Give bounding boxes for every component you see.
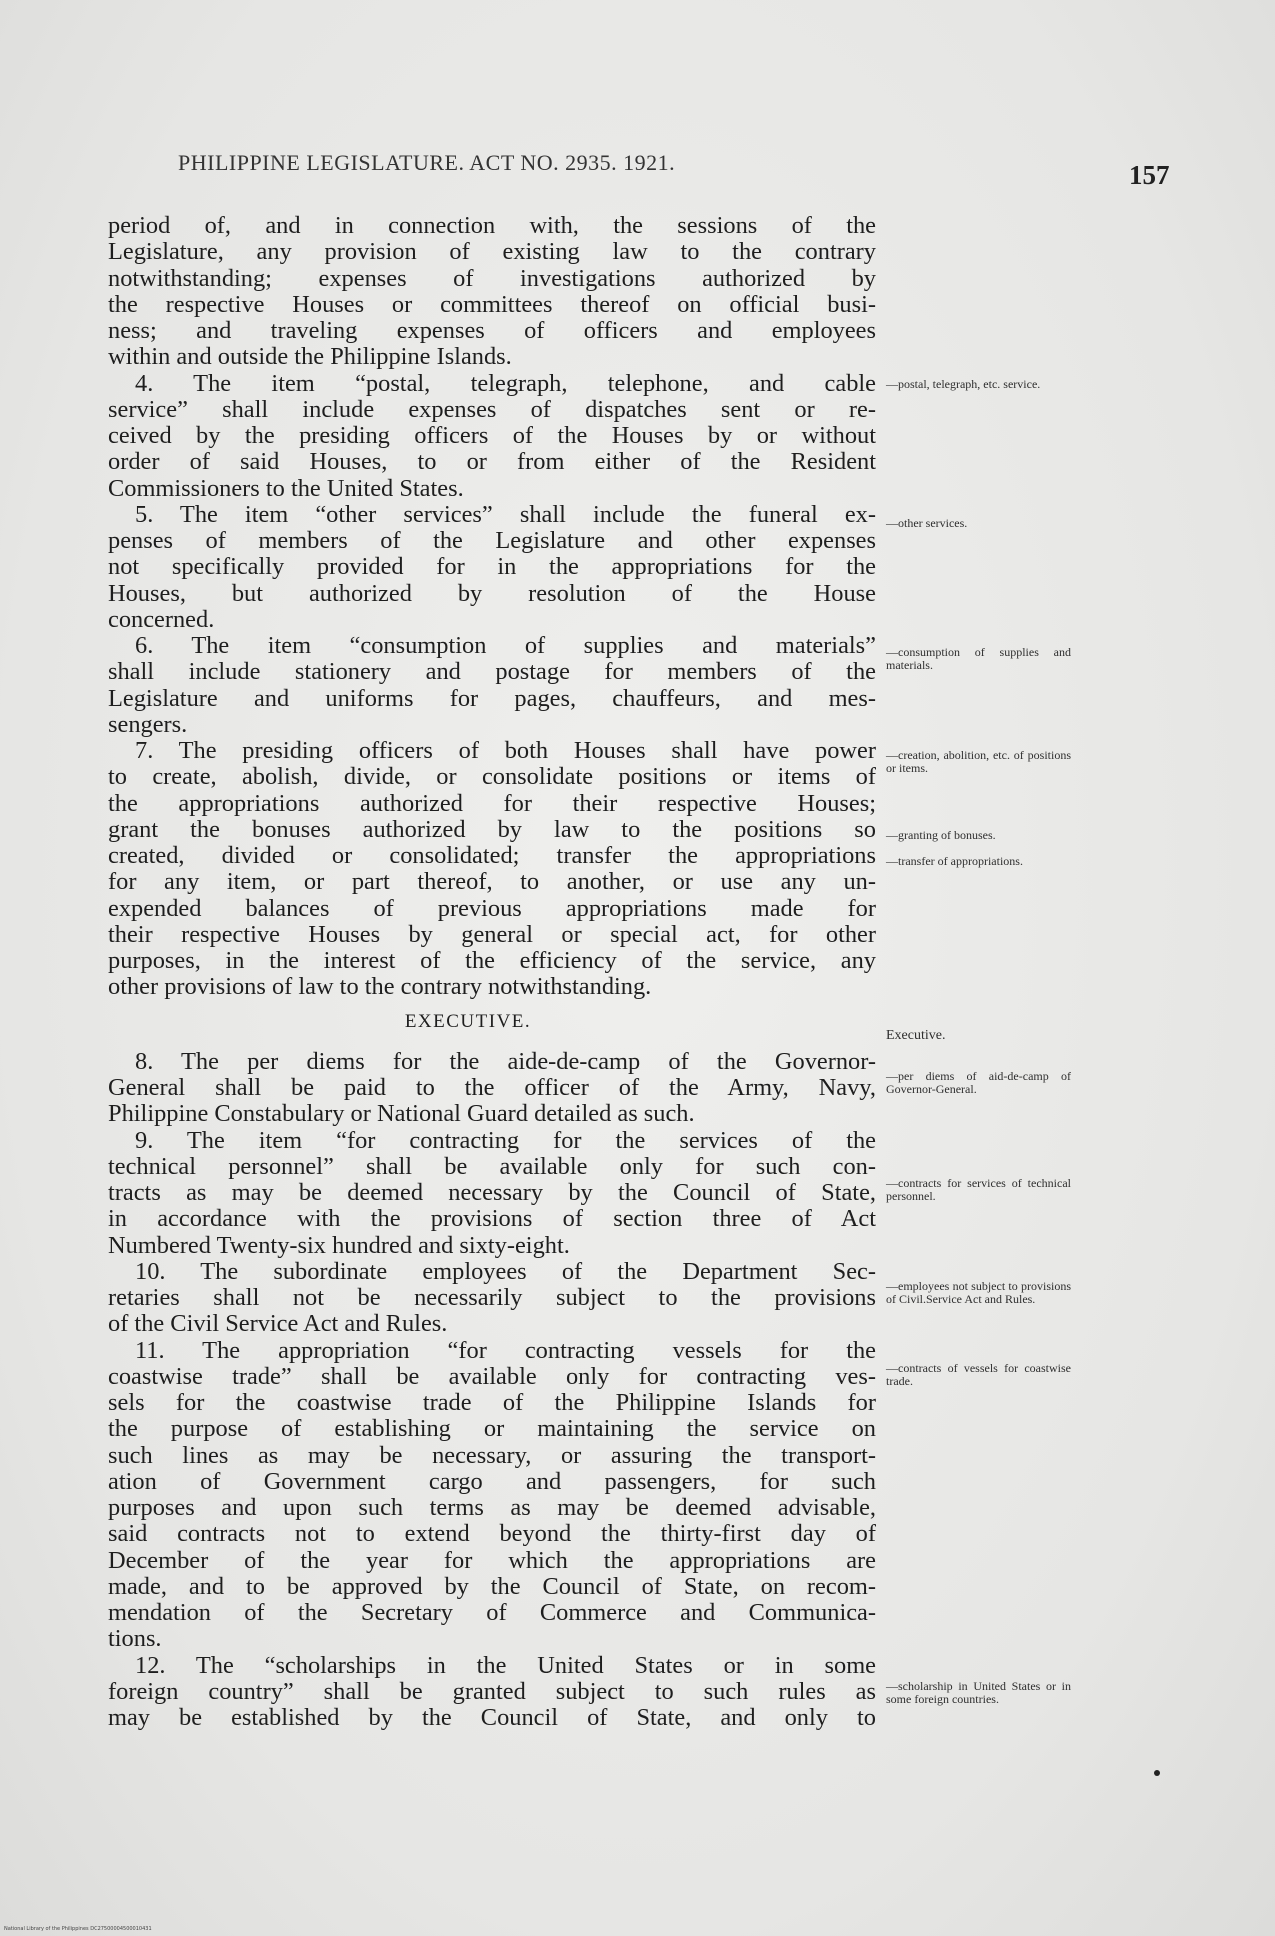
text-line: December of the year for which the appropriations are xyxy=(108,1547,876,1574)
text-line: retaries shall not be necessarily subject to the provisions xyxy=(108,1285,876,1311)
text-line: Commissioners to the United States. xyxy=(108,475,464,502)
text-line: 12. The “scholarships in the United States or in some xyxy=(135,1652,876,1679)
text-line: General shall be paid to the officer of the Army, Navy, xyxy=(108,1075,876,1101)
text-line: 10. The subordinate employees of the Department Sec- xyxy=(135,1258,876,1285)
text-line: notwithstanding; expenses of investigations authorized by xyxy=(108,265,876,292)
text-line: ceived by the presiding officers of the Houses by or without xyxy=(108,423,876,449)
margin-note-creation: —creation, abolition, etc. of positions or items. xyxy=(886,748,1071,775)
text-line: order of said Houses, to or from either of the Resident xyxy=(108,449,876,476)
text-line: the purpose of establishing or maintaining the service on xyxy=(108,1416,876,1443)
text-line: their respective Houses by general or special act, for other xyxy=(108,921,876,948)
text-line: Legislature, any provision of existing law to the contrary xyxy=(108,239,876,266)
text-line: such lines as may be necessary, or assuring the transport- xyxy=(108,1442,876,1469)
margin-note-per-diems: —per diems of aid-de-camp of Governor-General. xyxy=(886,1069,1071,1096)
margin-note-other-services: —other services. xyxy=(886,516,968,530)
text-line: 8. The per diems for the aide-de-camp of the Governor- xyxy=(135,1048,876,1075)
text-line: Numbered Twenty-six hundred and sixty-eight. xyxy=(108,1232,570,1259)
text-line: 4. The item “postal, telegraph, telephone, and cable xyxy=(135,370,876,397)
text-line: Houses, but authorized by resolution of the House xyxy=(108,580,876,607)
text-line: mendation of the Secretary of Commerce and Communica- xyxy=(108,1600,876,1626)
body-text-column xyxy=(108,213,876,1731)
margin-note-vessels: —contracts of vessels for coastwise trade. xyxy=(886,1361,1071,1388)
text-line: concerned. xyxy=(108,606,215,633)
ink-speck xyxy=(1154,1770,1160,1776)
text-line: to create, abolish, divide, or consolidate positions or items of xyxy=(108,764,876,791)
text-line: purposes and upon such terms as may be deemed advisable, xyxy=(108,1495,876,1521)
text-line: 5. The item “other services” shall include the funeral ex- xyxy=(135,501,876,528)
text-line: foreign country” shall be granted subject to such rules as xyxy=(108,1678,876,1705)
section-heading-executive: EXECUTIVE. xyxy=(404,1010,532,1032)
text-line: not specifically provided for in the appropriations for the xyxy=(108,554,876,581)
text-line: the appropriations authorized for their respective Houses; xyxy=(108,790,876,817)
text-line: other provisions of law to the contrary notwithstanding. xyxy=(108,974,652,1001)
margin-note-postal: —postal, telegraph, etc. service. xyxy=(886,377,1041,391)
text-line: 9. The item “for contracting for the services of the xyxy=(135,1127,876,1154)
text-line: ness; and traveling expenses of officers and employees xyxy=(108,318,876,344)
text-line: expended balances of previous appropriations made for xyxy=(108,895,876,922)
text-line: Legislature and uniforms for pages, chauffeurs, and mes- xyxy=(108,685,876,712)
text-line: tions. xyxy=(108,1626,162,1653)
text-line: said contracts not to extend beyond the thirty-first day of xyxy=(108,1521,876,1548)
text-line: grant the bonuses authorized by law to the positions so xyxy=(108,816,876,843)
text-line: in accordance with the provisions of section three of Act xyxy=(108,1206,876,1233)
page-number: 157 xyxy=(1129,160,1170,190)
text-line: coastwise trade” shall be available only for contracting ves- xyxy=(108,1363,876,1390)
text-line: service” shall include expenses of dispatches sent or re- xyxy=(108,396,876,423)
margin-note-executive: Executive. xyxy=(886,1028,946,1043)
text-line: ation of Government cargo and passengers, for such xyxy=(108,1468,876,1495)
text-line: the respective Houses or committees thereof on official busi- xyxy=(108,291,876,318)
text-line: sels for the coastwise trade of the Philippine Islands for xyxy=(108,1390,876,1416)
text-line: tracts as may be deemed necessary by the Council of State, xyxy=(108,1180,876,1206)
text-line: 11. The appropriation “for contracting vessels for the xyxy=(135,1337,876,1364)
text-line: within and outside the Philippine Islands. xyxy=(108,344,512,371)
footer-credit: National Library of the Philippines DC27500004500010431 xyxy=(4,1926,152,1932)
text-line: technical personnel” shall be available only for such con- xyxy=(108,1153,876,1180)
running-head: PHILIPPINE LEGISLATURE. ACT NO. 2935. 1921. xyxy=(178,150,676,175)
text-line: purposes, in the interest of the efficiency of the service, any xyxy=(108,948,876,974)
margin-note-consumption: —consumption of supplies and materials. xyxy=(886,645,1071,672)
margin-note-contracts-services: —contracts for services of technical personnel. xyxy=(886,1176,1071,1203)
text-line: Philippine Constabulary or National Guard detailed as such. xyxy=(108,1101,695,1128)
margin-note-bonuses: —granting of bonuses. xyxy=(886,828,996,842)
text-line: sengers. xyxy=(108,711,188,738)
text-line: created, divided or consolidated; transfer the appropriations xyxy=(108,843,876,869)
text-line: penses of members of the Legislature and other expenses xyxy=(108,528,876,554)
text-line: may be established by the Council of State, and only to xyxy=(108,1705,876,1731)
text-line: period of, and in connection with, the sessions of the xyxy=(108,213,876,239)
text-line: made, and to be approved by the Council of State, on recom- xyxy=(108,1573,876,1600)
text-line: of the Civil Service Act and Rules. xyxy=(108,1311,448,1338)
text-line: shall include stationery and postage for members of the xyxy=(108,659,876,686)
margin-note-scholarship: —scholarship in United States or in some foreign countries. xyxy=(886,1679,1071,1706)
text-line: 7. The presiding officers of both Houses shall have power xyxy=(135,738,876,764)
margin-note-employees: —employees not subject to provisions of Civil.Service Act and Rules. xyxy=(886,1279,1071,1306)
text-line: for any item, or part thereof, to another, or use any un- xyxy=(108,869,876,896)
text-line: 6. The item “consumption of supplies and materials” xyxy=(135,633,876,659)
margin-note-transfer: —transfer of appropriations. xyxy=(886,854,1023,868)
